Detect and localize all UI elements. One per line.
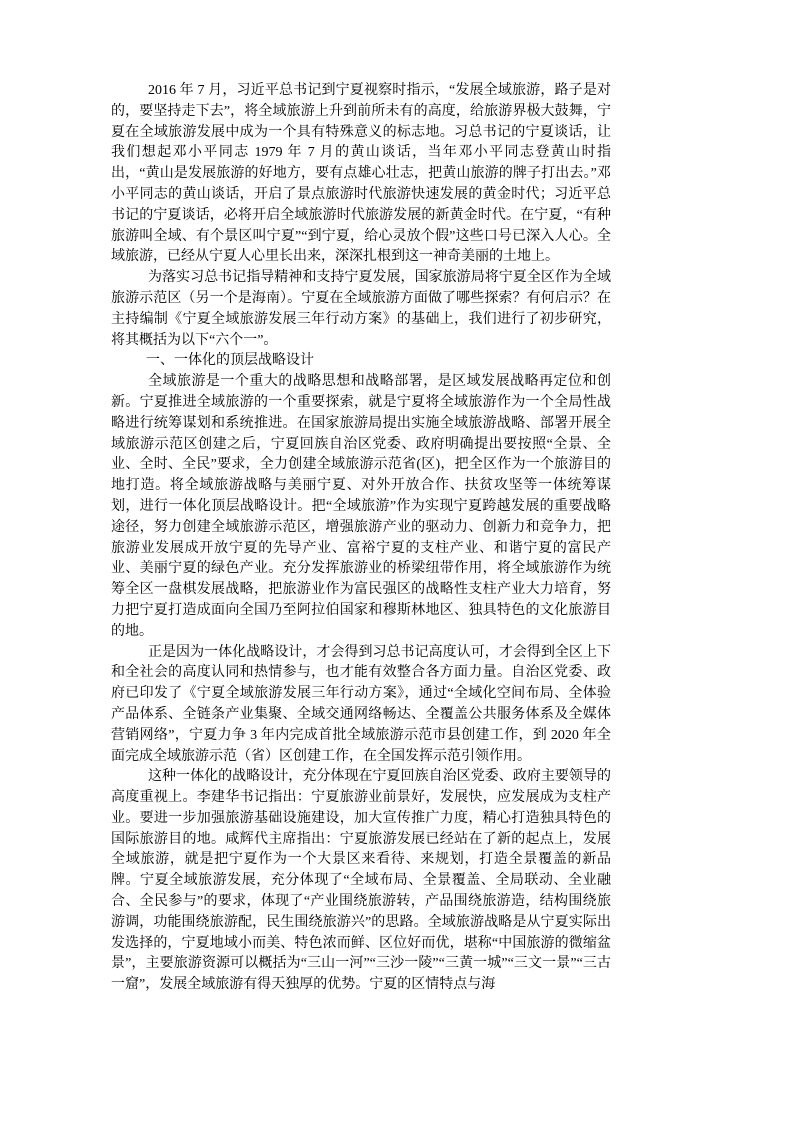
section-heading-integrated-strategy: 一、一体化的顶层战略设计 [146,353,314,369]
document-content [111,81,611,996]
paragraph-demonstration-zone: 为落实习总书记指导精神和支持宁夏发展，国家旅游局将宁夏全区作为全域旅游示范区（另一个是海南）。宁夏在全域旅游方面做了哪些探索？有何启示？在主持编制《宁夏全域旅游发展三年行动方案》的基础上，我们进行了初步研究，将其概括为以下“六个一”。 [111,270,611,348]
paragraph-xi-ningxia-inspection: 2016 年 7 月，习近平总书记到宁夏视察时指示，“发展全域旅游，路子是对的，要坚持走下去”，将全域旅游上升到前所未有的高度，给旅游界极大鼓舞，宁夏在全域旅游发展中成为一个具有特殊意义的标志地。习总书记的宁夏谈话，让我们想起邓小平同志 1979 年 7 月的黄山谈话，当年邓小平同志登黄山时指出，“黄山是发展旅游的好地方，要有点雄心壮志，把黄山旅游的牌子打出去。”邓小平同志的黄山谈话，开启了景点旅游时代旅游快速发展的黄金时代；习近平总书记的宁夏谈话，必将开启全域旅游时代旅游发展的新黄金时代。在宁夏，“有种旅游叫全域、有个景区叫宁夏”“到宁夏，给心灵放个假”这些口号已深入人心。全域旅游，已经从宁夏人心里长出来，深深扎根到这一神奇美丽的土地上。 [111,83,611,265]
paragraph-strategic-positioning: 全域旅游是一个重大的战略思想和战略部署，是区域发展战略再定位和创新。宁夏推进全域旅游的一个重要探索，就是宁夏将全域旅游作为一个全局性战略进行统筹谋划和系统推进。在国家旅游局提出实施全域旅游战略、部署开展全域旅游示范区创建之后，宁夏回族自治区党委、政府明确提出要按照“全景、全业、全时、全民”要求，全力创建全域旅游示范省(区)，把全区作为一个旅游目的地打造。将全域旅游战略与美丽宁夏、对外开放合作、扶贫攻坚等一体统筹谋划，进行一体化顶层战略设计。把“全域旅游”作为实现宁夏跨越发展的重要战略途径，努力创建全域旅游示范区，增强旅游产业的驱动力、创新力和竞争力，把旅游业发展成开放宁夏的先导产业、富裕宁夏的支柱产业、和谐宁夏的富民产业、美丽宁夏的绿色产业。充分发挥旅游业的桥梁纽带作用，将全域旅游作为统筹全区一盘棋发展战略，把旅游业作为富民强区的战略性支柱产业大力培育，努力把宁夏打造成面向全国乃至阿拉伯国家和穆斯林地区、独具特色的文化旅游目的地。 [111,374,611,639]
paragraph-leadership-endorsement: 这种一体化的战略设计，充分体现在宁夏回族自治区党委、政府主要领导的高度重视上。李建华书记指出：宁夏旅游业前景好，发展快，应发展成为支柱产业。要进一步加强旅游基础设施建设，加大宣传推广力度，精心打造独具特色的国际旅游目的地。咸辉代主席指出：宁夏旅游发展已经站在了新的起点上，发展全域旅游，就是把宁夏作为一个大景区来看待、来规划，打造全景覆盖的新品牌。宁夏全域旅游发展，充分体现了“全域布局、全景覆盖、全局联动、全业融合、全民参与”的要求，体现了“产业围绕旅游转，产品围绕旅游造，结构围绕旅游调，功能围绕旅游配，民生围绕旅游兴”的思路。全域旅游战略是从宁夏实际出发选择的，宁夏地域小而美、特色浓而鲜、区位好而优，堪称“中国旅游的微缩盆景”，主要旅游资源可以概括为“三山一河”“三沙一陵”“三黄一城”“三文一景”“三古一窟”，发展全域旅游有得天独厚的优势。宁夏的区情特点与海 [111,769,611,993]
paragraph-three-year-action-plan: 正是因为一体化战略设计，才会得到习总书记高度认可，才会得到全区上下和全社会的高度认同和热情参与，也才能有效整合各方面力量。自治区党委、政府已印发了《宁夏全域旅游发展三年行动方案》，通过“全域化空间布局、全体验产品体系、全链条产业集聚、全域交通网络畅达、全覆盖公共服务体系及全媒体营销网络”，宁夏力争 3 年内完成首批全域旅游示范市县创建工作，到 2020 年全面完成全域旅游示范（省）区创建工作，在全国发挥示范引领作用。 [111,644,611,764]
